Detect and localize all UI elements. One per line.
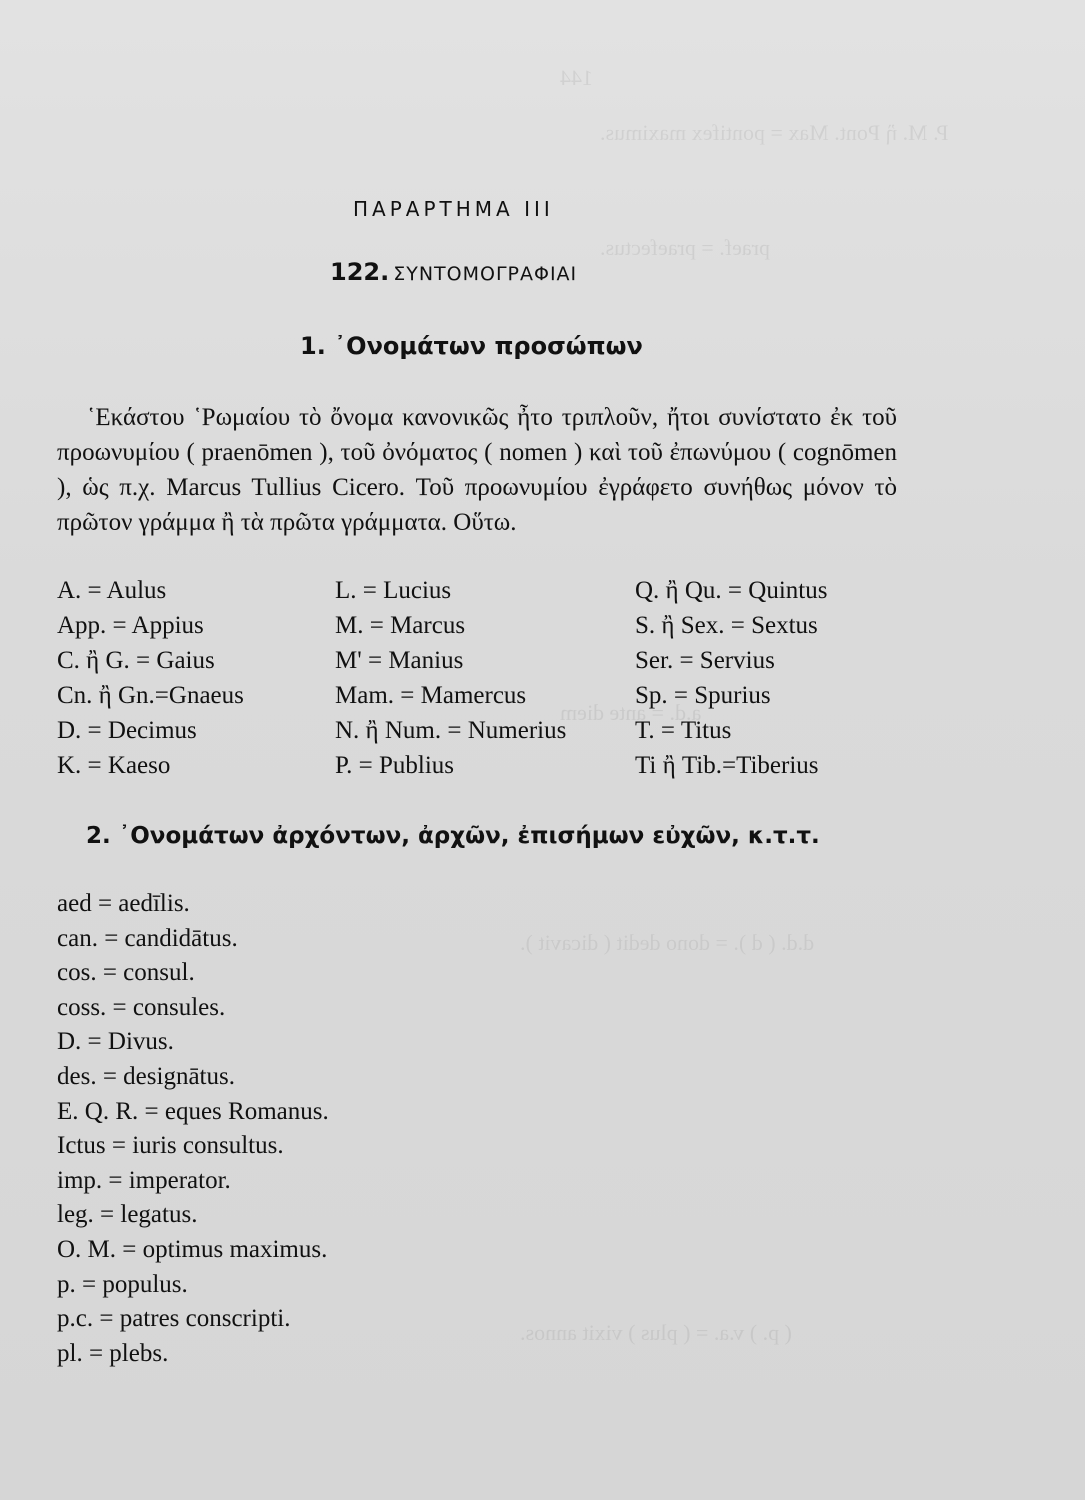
subsection-heading-persons: 1. ᾿Ονομάτων προσώπων [300, 332, 643, 360]
show-through-decoration: ( p. ) v.a. = ( plus ) vixit annos. [520, 1320, 792, 1345]
intro-paragraph: ῾Εκάστου ῾Ρωμαίου τὸ ὄνομα κανονικῶς ἦτο τριπλοῦν, ἤτοι συνίστατο ἐκ τοῦ προωνυμίου ( praenōmen ), τοῦ ὀνόματος ( nomen ) καὶ τοῦ ἐπωνύμου ( cognōmen ), ὡς π.χ. Marcus Tullius Cicero. Τοῦ προωνυμίου ἐγράφετο συνήθως μόνον τὸ πρῶτον γράμμα ἢ τὰ πρῶτα γράμματα. Οὕτω. [57, 404, 897, 536]
table-cell: M. = Marcus [335, 612, 466, 639]
list-item: Ictus = iuris consultus. [57, 1132, 284, 1160]
table-cell: P. = Publius [335, 752, 455, 779]
table-cell: L. = Lucius [335, 577, 452, 604]
table-row [57, 573, 897, 608]
section-heading [330, 258, 577, 286]
table-row [57, 678, 897, 713]
list-item: O. M. = optimus maximus. [57, 1235, 328, 1263]
show-through-decoration: d.d. ( d ). = dono dedit ( dicavit ). [520, 930, 815, 955]
list-item: can. = candidātus. [57, 924, 238, 952]
show-through-decoration: praef. = praefectus. [600, 235, 770, 260]
list-item: D. = Divus. [57, 1028, 174, 1056]
table-cell: Ser. = Servius [635, 647, 775, 674]
table-row [57, 748, 897, 783]
section-number: 122. [330, 258, 390, 286]
table-cell: N. ἢ Num. = Numerius [335, 717, 567, 744]
table-cell: Q. ἢ Qu. = Quintus [635, 577, 828, 604]
table-row [57, 643, 897, 678]
table-cell: D. = Decimus [57, 717, 197, 744]
table-cell: App. = Appius [57, 612, 204, 639]
show-through-decoration: P. M. ἢ Pont. Max = pontifex maximus. [600, 120, 949, 145]
table-cell: M' = Manius [335, 647, 464, 674]
list-item: cos. = consul. [57, 959, 195, 987]
table-cell: T. = Titus [635, 717, 732, 744]
list-item: imp. = imperator. [57, 1166, 231, 1194]
table-cell: Mam. = Mamercus [335, 682, 527, 709]
list-item: leg. = legatus. [57, 1201, 198, 1229]
list-item: p.c. = patres conscripti. [57, 1305, 291, 1333]
appendix-title: ΠΑΡΑΡΤΗΜΑ III [353, 197, 554, 221]
table-cell: S. ἢ Sex. = Sextus [635, 612, 818, 639]
list-item: des. = designātus. [57, 1062, 235, 1090]
table-cell: K. = Kaeso [57, 752, 171, 779]
praenomen-table [57, 573, 897, 783]
section-title: ΣΥΝΤΟΜΟΓΡΑΦΙΑΙ [393, 263, 578, 285]
abbreviation-list [57, 887, 329, 1371]
list-item: coss. = consules. [57, 993, 226, 1021]
table-row [57, 713, 897, 748]
table-cell: Cn. ἢ Gn.=Gnaeus [57, 682, 244, 709]
table-cell: A. = Aulus [57, 577, 167, 604]
list-item: aed = aedīlis. [57, 890, 190, 917]
table-cell: Sp. = Spurius [635, 682, 771, 709]
show-through-decoration: 144 [560, 65, 593, 90]
subsection-heading-magistrates: 2. ᾿Ονομάτων ἀρχόντων, ἀρχῶν, ἐπισήμων εὐχῶν, κ.τ.τ. [86, 823, 820, 849]
show-through-decoration: a.d. = ante diem [560, 700, 702, 725]
list-item: p. = populus. [57, 1270, 188, 1298]
list-item: pl. = plebs. [57, 1339, 169, 1367]
table-cell: C. ἢ G. = Gaius [57, 647, 215, 674]
table-row [57, 608, 897, 643]
list-item: E. Q. R. = eques Romanus. [57, 1097, 329, 1125]
table-cell: Ti ἢ Tib.=Tiberius [635, 752, 819, 779]
